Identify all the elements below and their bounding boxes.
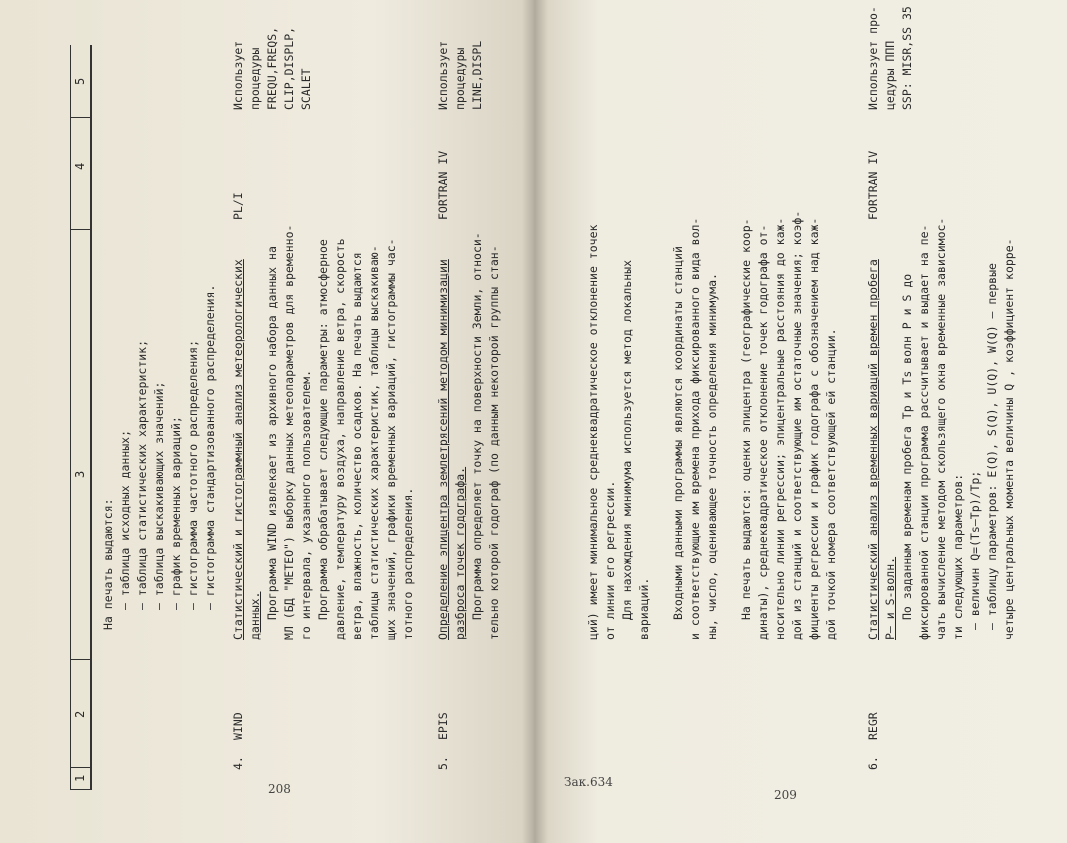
body-line: ти следующих параметров: [951,473,965,640]
note-line: SSP: MISR,SS 35 [900,6,914,110]
body-line: фициенты регрессии и график годографа с обозначением над каж- [807,217,821,640]
program-name: EPIS [436,712,450,740]
note-line: Использует [231,40,245,110]
col-header-2: 2 [73,710,87,718]
row-number: 6. [866,756,880,770]
body-line: давление, температуру воздуха, направление ветра, скорость [333,238,347,640]
page-number: 208 [268,782,291,796]
header-divider [70,767,92,768]
body-line: ветра, влажность, количество осадков. На печать выдаются [350,252,364,640]
body-line: ны, число, оценивающее точность определения минимума. [705,273,719,640]
program-description [230,225,417,640]
body-line: фиксированной станции программа рассчитывает и выдает на пе- [917,224,931,640]
body-line: МЛ (БД "МЕТЕО") выборку данных метеопараметров для временно- [282,224,296,640]
list-item: – график временных вариаций; [169,416,183,610]
row-number: 4. [231,756,245,770]
col-header-3: 3 [73,470,87,478]
body-line: вариаций. [637,577,651,640]
header-divider [70,229,92,230]
note-line: LINE,DISPL [470,40,484,110]
body-line: таблицы статистических характеристик, таблицы выскакиваю- [367,245,381,640]
col-header-4: 4 [73,162,87,170]
language: FORTRAN IV [866,150,880,220]
body-line: и соответствующие им времена прихода фиксированного вида вол- [688,217,702,640]
header-divider [70,789,92,790]
body-line: тотного распределения. [401,487,415,640]
program-title: разброса точек годографа. [453,466,467,640]
left-table [70,26,510,790]
language: FORTRAN IV [436,150,450,220]
header-rule-top [70,45,71,790]
right-table [585,6,1025,790]
program-title: P– и S-волн. [883,556,897,640]
epis-continuation [585,211,840,640]
program-title: Статистический анализ временных вариаций времен пробега [866,259,880,640]
note-line: Использует про- [866,6,880,110]
body-line: дой точкой номера соответствующей ей станции. [824,328,838,640]
note-line: Использует [436,40,450,110]
body-line: дой из станций и соответствующие им остаточные значения; коэф- [790,210,804,640]
notes [865,6,916,110]
body-line: от линии его регрессии. [603,480,617,640]
header-rule-bottom [90,45,92,790]
body-line: На печать выдаются: оценки эпицентра (географические коор- [739,218,753,620]
program-title: данных. [248,591,262,640]
program-name: REGR [866,712,880,740]
note-line: цедуры ППП [883,40,897,110]
body-line: чать вычисление методом скользящего окна временные зависимос- [934,217,948,640]
note-line: CLIP,DISPLP, [282,26,296,110]
program-title: Статистический и гистограммный анализ метеорологических [231,259,245,640]
col-header-5: 5 [73,77,87,85]
body-line [721,211,738,640]
body-line: четыре центральных момента величины Q , коэффициент корре- [1002,238,1016,640]
body-line [653,211,670,640]
note-line: процедуры [248,47,262,110]
list-item: – таблица выскакивающих значений; [152,381,166,610]
header-divider [70,117,92,118]
body-line: Программа определяет точку на поверхности Земли, относи- [470,232,484,620]
list-item: На печать выдаются: [101,498,115,630]
continuation-list [100,285,219,640]
note-line: SCALET [299,68,313,110]
body-line: ций) имеет минимальное среднеквадратическое отклонение точек [586,224,600,640]
notes [230,27,315,110]
body-line: носительно линии регрессии; эпицентральные расстояния до каж- [773,217,787,640]
body-line: Для нахождения минимума используется метод локальных [620,259,634,620]
body-line: щих значений, графики временных вариаций, гистограммы час- [384,238,398,640]
list-item: – таблица исходных данных; [118,429,132,610]
col-header-1: 1 [73,774,87,782]
body-line: го интервала, указанного пользователем. [299,369,313,640]
body-line: Программа WIND извлекает из архивного набора данных на [265,246,279,620]
note-line: FREQU,FREQS, [265,26,279,110]
page-number: 209 [774,788,797,802]
row-number: 5. [436,756,450,770]
list-item: – гистограмма стандартизованного распределения. [203,284,217,610]
body-line: динаты), среднеквадратическое отклонение точек годографа от- [756,224,770,640]
list-item: – гистограмма частотного распределения; [186,339,200,610]
program-title: Определение эпицентра землетрясений методом минимизации [436,259,450,640]
program-description [435,232,503,640]
program-name: WIND [231,712,245,740]
language: PL/I [231,192,245,220]
body-line: Входными данными программы являются координаты станций [671,246,685,620]
order-mark: Зак.634 [564,775,613,789]
book-gutter [522,0,548,843]
body-line: Программа обрабатывает следующие параметры: атмосферное [316,239,330,620]
body-line: – величин Q=(Ts–Tp)/Tp; [968,470,982,630]
body-line: тельно которой годограф (по данным некоторой группы стан- [487,245,501,640]
list-item: – таблица статистических характеристик; [135,339,149,610]
header-divider [70,659,92,660]
program-description [865,218,1018,640]
notes [435,41,486,110]
body-line: По заданным временам пробега Tp и Ts волн P и S до [900,273,914,620]
note-line: процедуры [453,47,467,110]
body-line: – таблицу параметров: E(Q), S(Q), U(Q), W(Q) – первые [985,263,999,630]
